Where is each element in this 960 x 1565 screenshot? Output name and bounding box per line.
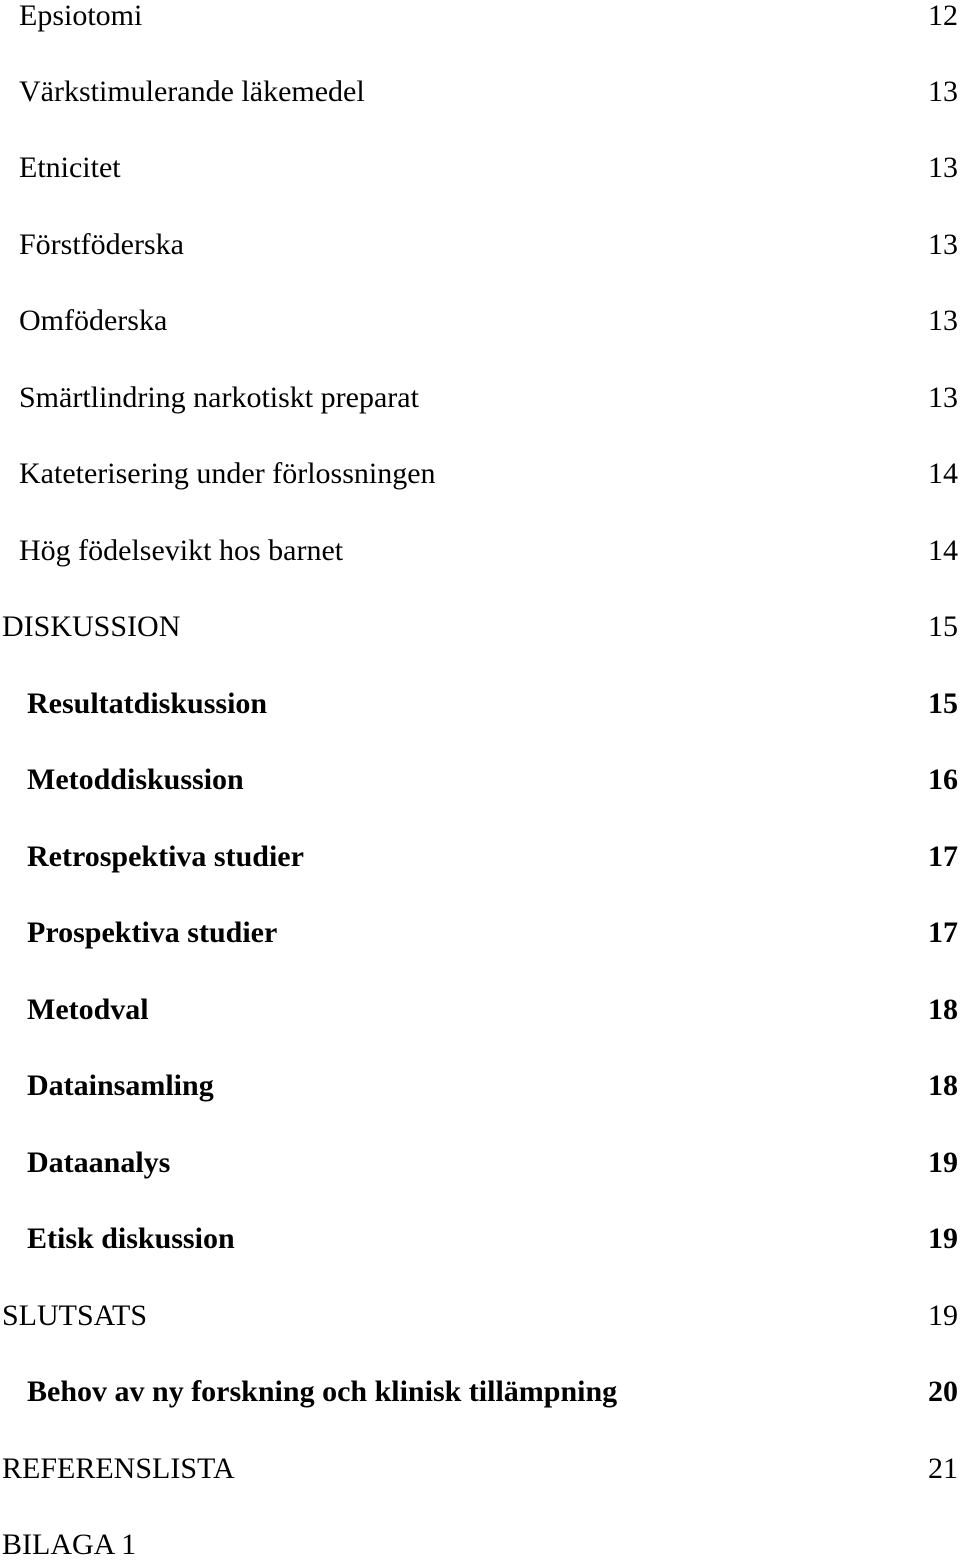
toc-entry xyxy=(0,1143,958,1183)
toc-entry-title: Hög födelsevikt hos barnet xyxy=(19,534,344,567)
toc-entry-title: Etnicitet xyxy=(19,151,121,184)
toc-section xyxy=(0,607,958,647)
toc-entry xyxy=(0,0,958,36)
toc-entry-title: Prospektiva studier xyxy=(27,916,278,949)
toc-entry xyxy=(0,990,958,1030)
toc-entry xyxy=(0,1219,958,1259)
toc-entry-page: 14 xyxy=(928,534,958,567)
toc-entry xyxy=(0,760,958,800)
toc-entry xyxy=(0,301,958,341)
toc-section-page: 21 xyxy=(928,1452,958,1485)
toc-section-title: DISKUSSION xyxy=(2,610,181,643)
toc-entry xyxy=(0,531,958,571)
toc-entry-title: Förstföderska xyxy=(19,228,184,261)
toc-section xyxy=(0,1296,958,1336)
toc-entry-page: 13 xyxy=(928,304,958,337)
toc-entry-title: Datainsamling xyxy=(27,1069,214,1102)
toc-entry-title: Metoddiskussion xyxy=(27,763,244,796)
toc-entry-page: 18 xyxy=(928,1069,958,1102)
toc-entry-page: 13 xyxy=(928,228,958,261)
toc-section-title: REFERENSLISTA xyxy=(2,1452,235,1485)
toc-entry xyxy=(0,837,958,877)
toc-entry-page: 19 xyxy=(928,1222,958,1255)
toc-entry xyxy=(0,148,958,188)
toc-entry xyxy=(0,72,958,112)
toc-entry xyxy=(0,1372,958,1412)
toc-section-title: BILAGA 1 xyxy=(2,1528,137,1561)
toc-entry xyxy=(0,913,958,953)
toc-entry-page: 16 xyxy=(928,763,958,796)
toc-entry-page: 13 xyxy=(928,151,958,184)
toc-entry xyxy=(0,684,958,724)
toc-entry-page: 12 xyxy=(928,0,958,32)
toc-entry-title: Resultatdiskussion xyxy=(27,687,268,720)
toc-section-page: 15 xyxy=(928,610,958,643)
toc-entry-title: Omföderska xyxy=(19,304,168,337)
toc-entry-title: Epsiotomi xyxy=(19,0,143,32)
toc-entry-page: 13 xyxy=(928,381,958,414)
toc-section xyxy=(0,1449,958,1489)
toc-entry-page: 19 xyxy=(928,1146,958,1179)
toc-entry-page: 15 xyxy=(928,687,958,720)
toc-section-page: 19 xyxy=(928,1299,958,1332)
toc-entry-title: Metodval xyxy=(27,993,149,1026)
toc-entry-page: 17 xyxy=(928,916,958,949)
toc-entry-page: 13 xyxy=(928,75,958,108)
toc-entry xyxy=(0,225,958,265)
toc-entry-title: Behov av ny forskning och klinisk tillämpning xyxy=(27,1375,618,1408)
toc-section xyxy=(0,1525,958,1565)
toc-entry-title: Dataanalys xyxy=(27,1146,171,1179)
toc-entry xyxy=(0,378,958,418)
toc-entry-page: 20 xyxy=(928,1375,958,1408)
toc-entry-page: 18 xyxy=(928,993,958,1026)
toc-entry-page: 14 xyxy=(928,457,958,490)
toc-section-title: SLUTSATS xyxy=(2,1299,148,1332)
toc-entry-title: Etisk diskussion xyxy=(27,1222,235,1255)
toc-entry-title: Retrospektiva studier xyxy=(27,840,304,873)
toc-entry-page: 17 xyxy=(928,840,958,873)
toc-entry-title: Kateterisering under förlossningen xyxy=(19,457,436,490)
toc-entry xyxy=(0,454,958,494)
toc-entry xyxy=(0,1066,958,1106)
toc-entry-title: Värkstimulerande läkemedel xyxy=(19,75,365,108)
toc-entry-title: Smärtlindring narkotiskt preparat xyxy=(19,381,419,414)
